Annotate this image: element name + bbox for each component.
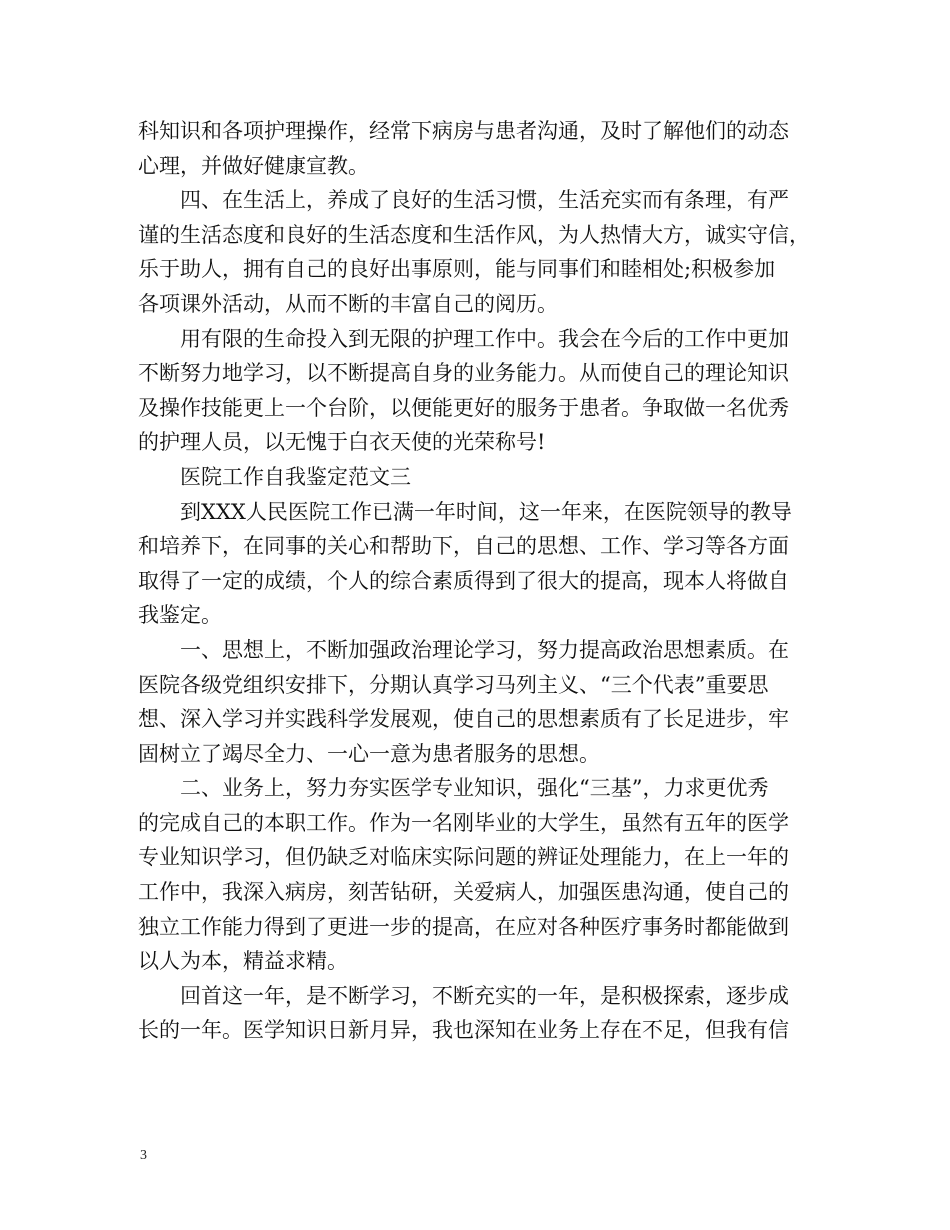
text-line-23: 工作中，我深入病房，刻苦钻研，关爱病人，加强医患沟通，使自己的 — [138, 880, 789, 905]
text-line-8: 不断努力地学习，以不断提高自身的业务能力。从而使自己的理论知识 — [138, 361, 789, 386]
text-line-16: 一、思想上，不断加强政治理论学习，努力提高政治思想素质。在 — [180, 637, 789, 662]
text-line-15: 我鉴定。 — [138, 603, 222, 628]
text-line-6: 各项课外活动，从而不断的丰富自己的阅历。 — [138, 291, 558, 316]
section-heading: 医院工作自我鉴定范文三 — [180, 464, 411, 489]
text-line-22: 专业知识学习，但仍缺乏对临床实际问题的辨证处理能力，在上一年的 — [138, 845, 789, 870]
text-line-21: 的完成自己的本职工作。作为一名刚毕业的大学生，虽然有五年的医学 — [138, 810, 789, 835]
page-number: 3 — [140, 1148, 147, 1163]
document-body — [138, 114, 818, 1048]
text-line-27: 长的一年。医学知识日新月异，我也深知在业务上存在不足，但我有信 — [138, 1018, 789, 1043]
text-line-7: 用有限的生命投入到无限的护理工作中。我会在今后的工作中更加 — [180, 326, 789, 351]
text-line-2: 心理，并做好健康宣教。 — [138, 153, 369, 178]
text-line-17: 医院各级党组织安排下，分期认真学习马列主义、“三个代表”重要思 — [138, 672, 769, 697]
text-line-13: 和培养下，在同事的关心和帮助下，自己的思想、工作、学习等各方面 — [138, 534, 789, 559]
text-line-19: 固树立了竭尽全力、一心一意为患者服务的思想。 — [138, 741, 600, 766]
text-line-26: 回首这一年，是不断学习，不断充实的一年，是积极探索，逐步成 — [180, 983, 789, 1008]
text-line-14: 取得了一定的成绩，个人的综合素质得到了很大的提高，现本人将做自 — [138, 568, 789, 593]
text-line-3: 四、在生活上，养成了良好的生活习惯，生活充实而有条理，有严 — [180, 188, 789, 213]
text-line-5: 乐于助人，拥有自己的良好出事原则，能与同事们和睦相处;积极参加 — [138, 257, 776, 282]
text-line-4: 谨的生活态度和良好的生活态度和生活作风，为人热情大方，诚实守信， — [138, 222, 810, 247]
text-line-25: 以人为本，精益求精。 — [138, 949, 348, 974]
text-line-12: 到XXX人民医院工作已满一年时间，这一年来，在医院领导的教导 — [180, 499, 792, 524]
text-line-20: 二、业务上，努力夯实医学专业知识，强化“三基”，力求更优秀 — [180, 776, 769, 801]
text-line-18: 想、深入学习并实践科学发展观，使自己的思想素质有了长足进步，牢 — [138, 707, 789, 732]
text-line-9: 及操作技能更上一个台阶，以便能更好的服务于患者。争取做一名优秀 — [138, 395, 789, 420]
text-line-1: 科知识和各项护理操作，经常下病房与患者沟通，及时了解他们的动态 — [138, 119, 789, 143]
text-line-10: 的护理人员，以无愧于白衣天使的光荣称号! — [138, 430, 546, 455]
text-line-24: 独立工作能力得到了更进一步的提高，在应对各种医疗事务时都能做到 — [138, 914, 789, 939]
